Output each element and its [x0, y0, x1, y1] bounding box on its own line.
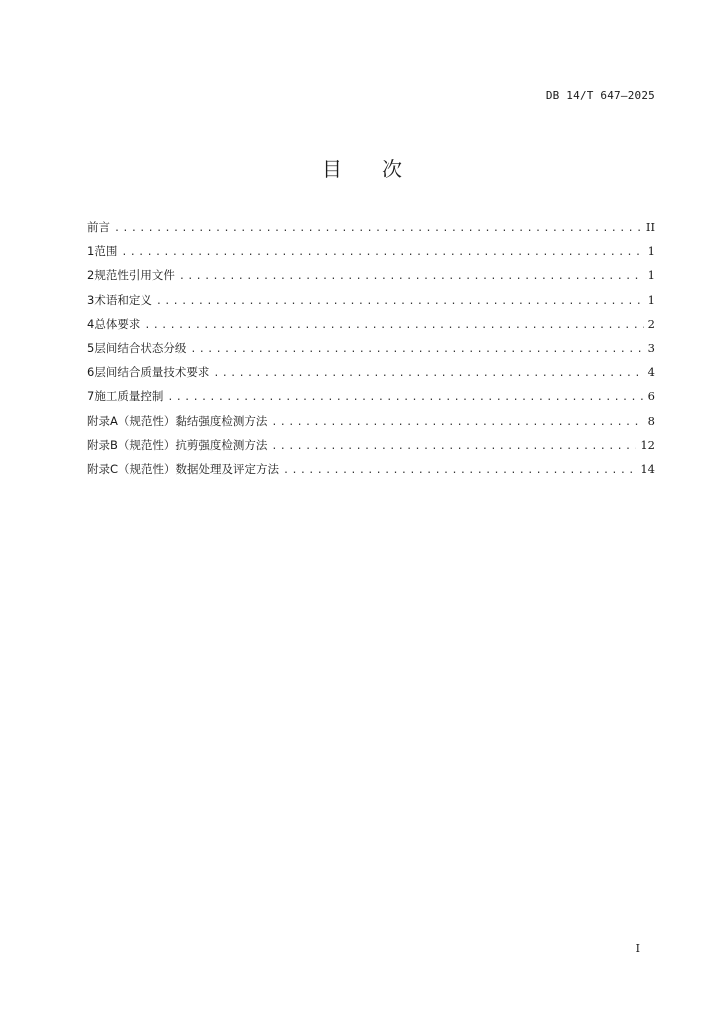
toc-entry-foreword[interactable]: [87, 219, 655, 243]
toc-leader-dots: [144, 320, 643, 331]
toc-entry-1[interactable]: [87, 243, 655, 267]
toc-entry-page: 3: [647, 340, 655, 355]
title-char-1: 目: [322, 157, 342, 181]
toc-entry-label: 前言: [87, 220, 110, 234]
toc-entry-appendix-c[interactable]: [87, 461, 655, 485]
toc-entry-page: II: [645, 220, 655, 234]
toc-entry-5[interactable]: [87, 340, 655, 364]
toc-entry-label: 施工质量控制: [94, 389, 164, 404]
toc-leader-dots: [114, 223, 642, 234]
toc-entry-3[interactable]: [87, 292, 655, 316]
toc-leader-dots: [271, 441, 636, 452]
toc-entry-page: 1: [647, 292, 655, 307]
table-of-contents: [87, 219, 655, 485]
page-title: [0, 153, 724, 182]
toc-leader-dots: [283, 465, 636, 476]
toc-entry-number: 6: [87, 365, 95, 380]
toc-entry-page: 8: [647, 413, 655, 428]
toc-entry-label: 规范性引用文件: [94, 268, 175, 283]
toc-entry-page: 1: [647, 244, 655, 259]
toc-entry-4[interactable]: [87, 316, 655, 340]
toc-entry-label: 层间结合质量技术要求: [94, 365, 210, 380]
toc-entry-label: 附录C（规范性）数据处理及评定方法: [87, 461, 280, 476]
toc-entry-number: 5: [87, 340, 95, 355]
title-char-2: 次: [382, 157, 402, 181]
toc-entry-page: 1: [647, 268, 655, 283]
toc-entry-page: 12: [640, 437, 655, 452]
toc-leader-dots: [167, 392, 643, 403]
toc-entry-label: 附录B（规范性）抗剪强度检测方法: [87, 437, 268, 452]
toc-entry-2[interactable]: [87, 267, 655, 291]
toc-entry-label: 范围: [94, 244, 118, 259]
toc-entry-page: 14: [640, 461, 655, 476]
toc-entry-label: 附录A（规范性）黏结强度检测方法: [87, 413, 268, 428]
toc-entry-appendix-a[interactable]: [87, 413, 655, 437]
page-number: I: [635, 942, 640, 955]
toc-entry-number: 2: [87, 268, 95, 283]
toc-entry-number: 3: [87, 292, 95, 307]
toc-leader-dots: [179, 271, 644, 282]
toc-entry-6[interactable]: [87, 364, 655, 388]
toc-entry-page: 4: [647, 365, 655, 380]
toc-leader-dots: [121, 247, 643, 258]
toc-entry-page: 6: [647, 389, 655, 404]
toc-entry-number: 7: [87, 389, 95, 404]
toc-entry-label: 层间结合状态分级: [94, 340, 187, 355]
toc-entry-label: 总体要求: [94, 316, 141, 331]
toc-leader-dots: [190, 344, 643, 355]
document-code: DB 14/T 647—2025: [545, 89, 655, 102]
toc-leader-dots: [271, 417, 643, 428]
toc-entry-appendix-b[interactable]: [87, 437, 655, 461]
toc-entry-number: 4: [87, 316, 95, 331]
toc-entry-7[interactable]: [87, 388, 655, 412]
toc-leader-dots: [213, 368, 643, 379]
toc-entry-number: 1: [87, 244, 95, 259]
toc-entry-page: 2: [647, 316, 655, 331]
toc-leader-dots: [156, 296, 644, 307]
toc-entry-label: 术语和定义: [94, 292, 152, 307]
